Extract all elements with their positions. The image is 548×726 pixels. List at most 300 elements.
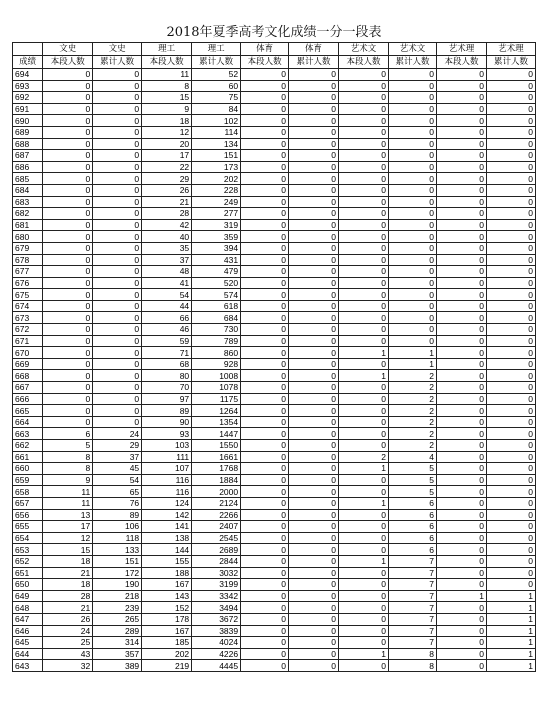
count-cell: 103 bbox=[142, 440, 192, 452]
count-cell: 0 bbox=[93, 150, 142, 162]
count-cell: 0 bbox=[241, 532, 289, 544]
count-cell: 0 bbox=[389, 115, 437, 127]
count-cell: 116 bbox=[142, 486, 192, 498]
count-cell: 8 bbox=[43, 463, 93, 475]
score-cell: 665 bbox=[13, 405, 43, 417]
score-cell: 669 bbox=[13, 358, 43, 370]
score-cell: 685 bbox=[13, 173, 43, 185]
count-cell: 0 bbox=[241, 405, 289, 417]
count-cell: 0 bbox=[486, 184, 535, 196]
count-cell: 431 bbox=[192, 254, 241, 266]
count-cell: 0 bbox=[436, 544, 486, 556]
score-cell: 688 bbox=[13, 138, 43, 150]
table-row bbox=[13, 590, 536, 602]
count-cell: 0 bbox=[436, 393, 486, 405]
count-cell: 0 bbox=[289, 440, 339, 452]
count-cell: 0 bbox=[436, 497, 486, 509]
count-cell: 0 bbox=[339, 266, 389, 278]
count-cell: 0 bbox=[241, 544, 289, 556]
table-row bbox=[13, 463, 536, 475]
table-row bbox=[13, 509, 536, 521]
count-cell: 0 bbox=[241, 497, 289, 509]
count-cell: 0 bbox=[389, 254, 437, 266]
count-cell: 0 bbox=[93, 289, 142, 301]
count-cell: 0 bbox=[241, 184, 289, 196]
count-cell: 0 bbox=[289, 312, 339, 324]
count-cell: 0 bbox=[241, 196, 289, 208]
count-cell: 0 bbox=[289, 590, 339, 602]
count-cell: 0 bbox=[289, 103, 339, 115]
count-cell: 0 bbox=[389, 138, 437, 150]
count-cell: 1 bbox=[339, 497, 389, 509]
score-cell: 668 bbox=[13, 370, 43, 382]
count-cell: 0 bbox=[289, 80, 339, 92]
score-cell: 689 bbox=[13, 126, 43, 138]
count-cell: 0 bbox=[486, 405, 535, 417]
count-cell: 133 bbox=[93, 544, 142, 556]
count-cell: 0 bbox=[43, 335, 93, 347]
count-cell: 0 bbox=[93, 231, 142, 243]
count-cell: 0 bbox=[339, 208, 389, 220]
count-cell: 97 bbox=[142, 393, 192, 405]
count-cell: 0 bbox=[289, 277, 339, 289]
count-cell: 8 bbox=[389, 648, 437, 660]
count-cell: 6 bbox=[389, 521, 437, 533]
count-cell: 0 bbox=[93, 196, 142, 208]
score-cell: 662 bbox=[13, 440, 43, 452]
count-cell: 0 bbox=[436, 219, 486, 231]
count-cell: 0 bbox=[436, 358, 486, 370]
table-row bbox=[13, 405, 536, 417]
table-row bbox=[13, 92, 536, 104]
count-cell: 0 bbox=[289, 521, 339, 533]
count-cell: 0 bbox=[241, 231, 289, 243]
count-cell: 0 bbox=[289, 555, 339, 567]
count-cell: 319 bbox=[192, 219, 241, 231]
score-cell: 655 bbox=[13, 521, 43, 533]
count-cell: 0 bbox=[339, 150, 389, 162]
table-row bbox=[13, 196, 536, 208]
count-cell: 0 bbox=[486, 544, 535, 556]
count-cell: 0 bbox=[339, 115, 389, 127]
count-cell: 0 bbox=[43, 103, 93, 115]
table-row bbox=[13, 382, 536, 394]
count-cell: 0 bbox=[436, 579, 486, 591]
count-cell: 0 bbox=[339, 80, 389, 92]
count-cell: 0 bbox=[289, 648, 339, 660]
count-cell: 0 bbox=[389, 150, 437, 162]
score-cell: 676 bbox=[13, 277, 43, 289]
count-cell: 3839 bbox=[192, 625, 241, 637]
count-cell: 66 bbox=[142, 312, 192, 324]
count-cell: 21 bbox=[142, 196, 192, 208]
count-cell: 1661 bbox=[192, 451, 241, 463]
count-cell: 11 bbox=[142, 69, 192, 81]
count-cell: 0 bbox=[436, 637, 486, 649]
table-row bbox=[13, 416, 536, 428]
table-row bbox=[13, 567, 536, 579]
count-cell: 93 bbox=[142, 428, 192, 440]
count-cell: 2 bbox=[389, 440, 437, 452]
count-cell: 0 bbox=[93, 405, 142, 417]
count-cell: 0 bbox=[43, 92, 93, 104]
count-cell: 12 bbox=[142, 126, 192, 138]
count-cell: 0 bbox=[389, 289, 437, 301]
count-cell: 114 bbox=[192, 126, 241, 138]
count-cell: 0 bbox=[241, 590, 289, 602]
count-cell: 37 bbox=[142, 254, 192, 266]
column-header-bottom: 本段人数 bbox=[339, 56, 389, 69]
count-cell: 0 bbox=[389, 173, 437, 185]
count-cell: 20 bbox=[142, 138, 192, 150]
count-cell: 0 bbox=[436, 613, 486, 625]
count-cell: 90 bbox=[142, 416, 192, 428]
count-cell: 0 bbox=[93, 208, 142, 220]
count-cell: 0 bbox=[436, 126, 486, 138]
count-cell: 0 bbox=[486, 428, 535, 440]
count-cell: 0 bbox=[486, 335, 535, 347]
count-cell: 8 bbox=[142, 80, 192, 92]
count-cell: 43 bbox=[43, 648, 93, 660]
score-cell: 680 bbox=[13, 231, 43, 243]
count-cell: 0 bbox=[436, 161, 486, 173]
count-cell: 0 bbox=[436, 347, 486, 359]
count-cell: 1 bbox=[486, 625, 535, 637]
count-cell: 0 bbox=[436, 254, 486, 266]
count-cell: 0 bbox=[241, 103, 289, 115]
score-cell: 675 bbox=[13, 289, 43, 301]
count-cell: 239 bbox=[93, 602, 142, 614]
count-cell: 24 bbox=[43, 625, 93, 637]
table-row bbox=[13, 451, 536, 463]
count-cell: 7 bbox=[389, 637, 437, 649]
count-cell: 389 bbox=[93, 660, 142, 672]
count-cell: 3199 bbox=[192, 579, 241, 591]
count-cell: 70 bbox=[142, 382, 192, 394]
count-cell: 0 bbox=[339, 196, 389, 208]
table-row bbox=[13, 69, 536, 81]
count-cell: 0 bbox=[486, 324, 535, 336]
score-cell: 687 bbox=[13, 150, 43, 162]
count-cell: 1 bbox=[486, 637, 535, 649]
count-cell: 0 bbox=[93, 242, 142, 254]
count-cell: 277 bbox=[192, 208, 241, 220]
count-cell: 0 bbox=[241, 92, 289, 104]
score-cell: 664 bbox=[13, 416, 43, 428]
page-title: 2018年夏季高考文化成绩一分一段表 bbox=[166, 25, 382, 40]
count-cell: 4024 bbox=[192, 637, 241, 649]
score-cell: 663 bbox=[13, 428, 43, 440]
count-cell: 0 bbox=[486, 103, 535, 115]
count-cell: 1078 bbox=[192, 382, 241, 394]
table-row bbox=[13, 277, 536, 289]
count-cell: 0 bbox=[43, 161, 93, 173]
count-cell: 0 bbox=[436, 196, 486, 208]
count-cell: 0 bbox=[289, 173, 339, 185]
count-cell: 0 bbox=[241, 567, 289, 579]
count-cell: 1 bbox=[339, 648, 389, 660]
header-row-2 bbox=[13, 56, 536, 69]
column-header-top: 艺术文 bbox=[339, 43, 389, 56]
count-cell: 265 bbox=[93, 613, 142, 625]
count-cell: 0 bbox=[241, 602, 289, 614]
count-cell: 202 bbox=[142, 648, 192, 660]
count-cell: 0 bbox=[436, 555, 486, 567]
count-cell: 730 bbox=[192, 324, 241, 336]
count-cell: 0 bbox=[93, 382, 142, 394]
count-cell: 0 bbox=[43, 126, 93, 138]
count-cell: 0 bbox=[241, 370, 289, 382]
count-cell: 1 bbox=[339, 555, 389, 567]
count-cell: 0 bbox=[43, 358, 93, 370]
count-cell: 188 bbox=[142, 567, 192, 579]
count-cell: 15 bbox=[142, 92, 192, 104]
count-cell: 0 bbox=[339, 103, 389, 115]
count-cell: 0 bbox=[289, 428, 339, 440]
count-cell: 0 bbox=[486, 208, 535, 220]
count-cell: 2407 bbox=[192, 521, 241, 533]
count-cell: 0 bbox=[389, 80, 437, 92]
count-cell: 0 bbox=[289, 370, 339, 382]
count-cell: 928 bbox=[192, 358, 241, 370]
count-cell: 618 bbox=[192, 300, 241, 312]
table-row bbox=[13, 324, 536, 336]
count-cell: 0 bbox=[339, 242, 389, 254]
score-cell: 666 bbox=[13, 393, 43, 405]
count-cell: 0 bbox=[241, 555, 289, 567]
column-header-top: 文史 bbox=[93, 43, 142, 56]
count-cell: 0 bbox=[486, 92, 535, 104]
count-cell: 0 bbox=[486, 358, 535, 370]
count-cell: 185 bbox=[142, 637, 192, 649]
count-cell: 0 bbox=[241, 312, 289, 324]
count-cell: 0 bbox=[241, 69, 289, 81]
count-cell: 0 bbox=[486, 173, 535, 185]
count-cell: 0 bbox=[289, 300, 339, 312]
count-cell: 21 bbox=[43, 602, 93, 614]
count-cell: 26 bbox=[142, 184, 192, 196]
count-cell: 0 bbox=[389, 196, 437, 208]
count-cell: 0 bbox=[486, 138, 535, 150]
count-cell: 0 bbox=[339, 602, 389, 614]
count-cell: 25 bbox=[43, 637, 93, 649]
score-cell: 691 bbox=[13, 103, 43, 115]
count-cell: 0 bbox=[93, 370, 142, 382]
count-cell: 0 bbox=[486, 509, 535, 521]
count-cell: 0 bbox=[486, 579, 535, 591]
count-cell: 479 bbox=[192, 266, 241, 278]
score-cell: 679 bbox=[13, 242, 43, 254]
count-cell: 0 bbox=[289, 613, 339, 625]
count-cell: 0 bbox=[389, 312, 437, 324]
count-cell: 0 bbox=[339, 289, 389, 301]
column-header-bottom: 累计人数 bbox=[192, 56, 241, 69]
count-cell: 0 bbox=[241, 509, 289, 521]
count-cell: 18 bbox=[142, 115, 192, 127]
count-cell: 0 bbox=[43, 231, 93, 243]
count-cell: 0 bbox=[43, 405, 93, 417]
count-cell: 0 bbox=[339, 637, 389, 649]
count-cell: 0 bbox=[339, 173, 389, 185]
count-cell: 0 bbox=[241, 637, 289, 649]
count-cell: 0 bbox=[289, 567, 339, 579]
count-cell: 0 bbox=[289, 358, 339, 370]
count-cell: 0 bbox=[436, 69, 486, 81]
count-cell: 0 bbox=[43, 219, 93, 231]
column-header-bottom: 累计人数 bbox=[289, 56, 339, 69]
count-cell: 0 bbox=[339, 138, 389, 150]
column-header-top bbox=[13, 43, 43, 56]
count-cell: 0 bbox=[436, 660, 486, 672]
count-cell: 0 bbox=[389, 277, 437, 289]
count-cell: 0 bbox=[339, 521, 389, 533]
count-cell: 0 bbox=[289, 138, 339, 150]
table-body bbox=[13, 69, 536, 672]
count-cell: 0 bbox=[339, 660, 389, 672]
table-row bbox=[13, 103, 536, 115]
count-cell: 0 bbox=[389, 208, 437, 220]
count-cell: 0 bbox=[486, 150, 535, 162]
count-cell: 45 bbox=[93, 463, 142, 475]
count-cell: 3494 bbox=[192, 602, 241, 614]
count-cell: 59 bbox=[142, 335, 192, 347]
count-cell: 0 bbox=[436, 416, 486, 428]
count-cell: 4226 bbox=[192, 648, 241, 660]
table-row bbox=[13, 266, 536, 278]
count-cell: 22 bbox=[142, 161, 192, 173]
table-row bbox=[13, 532, 536, 544]
count-cell: 0 bbox=[93, 126, 142, 138]
count-cell: 0 bbox=[436, 463, 486, 475]
count-cell: 0 bbox=[93, 184, 142, 196]
count-cell: 0 bbox=[93, 80, 142, 92]
count-cell: 0 bbox=[241, 579, 289, 591]
score-cell: 647 bbox=[13, 613, 43, 625]
count-cell: 0 bbox=[389, 69, 437, 81]
count-cell: 26 bbox=[43, 613, 93, 625]
count-cell: 0 bbox=[289, 382, 339, 394]
table-row bbox=[13, 219, 536, 231]
table-row bbox=[13, 335, 536, 347]
count-cell: 44 bbox=[142, 300, 192, 312]
count-cell: 1447 bbox=[192, 428, 241, 440]
table-row bbox=[13, 497, 536, 509]
count-cell: 0 bbox=[486, 69, 535, 81]
count-cell: 0 bbox=[241, 382, 289, 394]
count-cell: 0 bbox=[241, 289, 289, 301]
count-cell: 0 bbox=[486, 555, 535, 567]
count-cell: 0 bbox=[436, 382, 486, 394]
count-cell: 0 bbox=[339, 161, 389, 173]
count-cell: 6 bbox=[43, 428, 93, 440]
score-cell: 681 bbox=[13, 219, 43, 231]
count-cell: 0 bbox=[93, 277, 142, 289]
count-cell: 0 bbox=[289, 115, 339, 127]
count-cell: 41 bbox=[142, 277, 192, 289]
count-cell: 0 bbox=[43, 242, 93, 254]
count-cell: 0 bbox=[43, 196, 93, 208]
count-cell: 0 bbox=[93, 161, 142, 173]
score-cell: 656 bbox=[13, 509, 43, 521]
count-cell: 0 bbox=[339, 277, 389, 289]
count-cell: 0 bbox=[93, 69, 142, 81]
count-cell: 0 bbox=[93, 254, 142, 266]
count-cell: 2844 bbox=[192, 555, 241, 567]
column-header-top: 理工 bbox=[142, 43, 192, 56]
table-row bbox=[13, 115, 536, 127]
count-cell: 0 bbox=[289, 405, 339, 417]
count-cell: 167 bbox=[142, 625, 192, 637]
count-cell: 0 bbox=[339, 474, 389, 486]
count-cell: 0 bbox=[436, 92, 486, 104]
score-cell: 658 bbox=[13, 486, 43, 498]
count-cell: 314 bbox=[93, 637, 142, 649]
count-cell: 0 bbox=[436, 521, 486, 533]
count-cell: 0 bbox=[43, 69, 93, 81]
count-cell: 0 bbox=[436, 648, 486, 660]
count-cell: 0 bbox=[289, 497, 339, 509]
count-cell: 0 bbox=[289, 579, 339, 591]
count-cell: 0 bbox=[339, 335, 389, 347]
column-header-top: 艺术理 bbox=[436, 43, 486, 56]
count-cell: 46 bbox=[142, 324, 192, 336]
count-cell: 4 bbox=[389, 451, 437, 463]
count-cell: 178 bbox=[142, 613, 192, 625]
count-cell: 0 bbox=[241, 428, 289, 440]
table-row bbox=[13, 347, 536, 359]
table-row bbox=[13, 648, 536, 660]
count-cell: 0 bbox=[436, 451, 486, 463]
count-cell: 0 bbox=[486, 567, 535, 579]
count-cell: 0 bbox=[289, 637, 339, 649]
count-cell: 0 bbox=[486, 521, 535, 533]
count-cell: 2 bbox=[339, 451, 389, 463]
table-row bbox=[13, 370, 536, 382]
count-cell: 0 bbox=[486, 277, 535, 289]
count-cell: 1264 bbox=[192, 405, 241, 417]
count-cell: 0 bbox=[289, 335, 339, 347]
count-cell: 0 bbox=[241, 80, 289, 92]
count-cell: 2266 bbox=[192, 509, 241, 521]
count-cell: 0 bbox=[436, 486, 486, 498]
count-cell: 24 bbox=[93, 428, 142, 440]
score-cell: 650 bbox=[13, 579, 43, 591]
count-cell: 151 bbox=[93, 555, 142, 567]
count-cell: 6 bbox=[389, 509, 437, 521]
score-cell: 692 bbox=[13, 92, 43, 104]
count-cell: 12 bbox=[43, 532, 93, 544]
count-cell: 65 bbox=[93, 486, 142, 498]
table-row bbox=[13, 393, 536, 405]
count-cell: 0 bbox=[93, 103, 142, 115]
count-cell: 11 bbox=[43, 497, 93, 509]
count-cell: 1 bbox=[486, 590, 535, 602]
score-cell: 673 bbox=[13, 312, 43, 324]
score-cell: 660 bbox=[13, 463, 43, 475]
count-cell: 48 bbox=[142, 266, 192, 278]
count-cell: 0 bbox=[289, 486, 339, 498]
count-cell: 0 bbox=[436, 440, 486, 452]
count-cell: 3672 bbox=[192, 613, 241, 625]
count-cell: 0 bbox=[486, 242, 535, 254]
count-cell: 0 bbox=[43, 80, 93, 92]
table-row bbox=[13, 161, 536, 173]
count-cell: 0 bbox=[486, 231, 535, 243]
count-cell: 172 bbox=[93, 567, 142, 579]
count-cell: 89 bbox=[93, 509, 142, 521]
count-cell: 2 bbox=[389, 393, 437, 405]
count-cell: 18 bbox=[43, 555, 93, 567]
